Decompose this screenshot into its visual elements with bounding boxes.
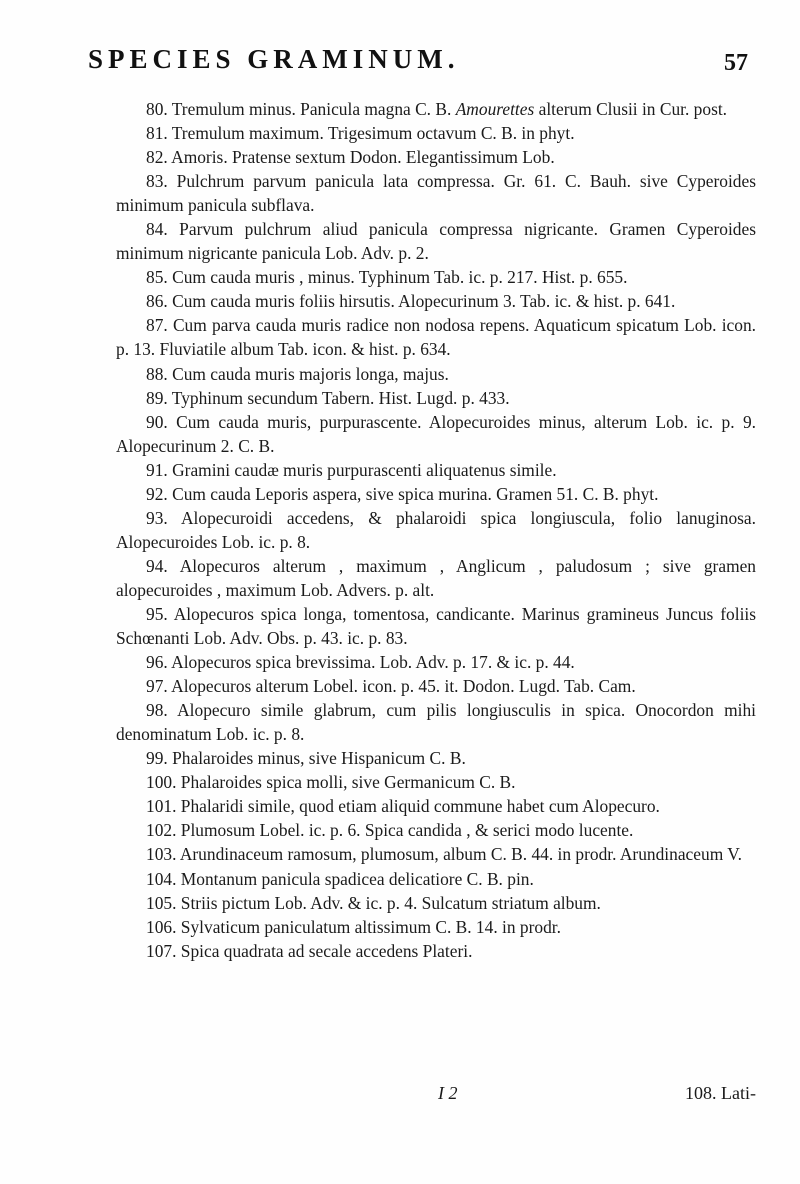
entry-number: 101. — [146, 796, 177, 817]
entry-text: Phalaroides minus, sive Hispanicum C. B. — [172, 748, 466, 769]
species-entry — [116, 770, 756, 794]
entry-text: Sylvaticum paniculatum altissimum C. B. 14. in prodr. — [180, 916, 561, 937]
species-entry — [116, 794, 756, 818]
entry-text: Cum parva cauda muris radice non nodosa repens. Aquaticum spicatum Lob. icon. p. 13. Fluviatile album Tab. icon. & hist. p. 634. — [116, 315, 756, 360]
entry-text: Arundinaceum ramosum, plumosum, album C. B. 44. in prodr. Arundinaceum V. — [179, 844, 742, 865]
entry-number: 81. — [146, 123, 168, 144]
species-entry — [116, 265, 756, 289]
entry-text: Cum cauda muris, purpurascente. Alopecuroides minus, alterum Lob. ic. p. 9. Alopecurinum 2. C. B. — [116, 411, 756, 456]
species-list — [116, 97, 756, 963]
entry-text: Phalaridi simile, quod etiam aliquid commune habet cum Alopecuro. — [180, 796, 660, 817]
entry-text: Alopecuro simile glabrum, cum pilis longiusculis in spica. Onocordon mihi denominatum Lob. ic. p. 8. — [116, 700, 757, 745]
entry-text: Montanum panicula spadicea delicatiore C. B. pin. — [180, 868, 534, 889]
species-entry — [116, 121, 756, 145]
entry-number: 103. — [146, 844, 177, 865]
entry-number: 95. — [146, 603, 168, 624]
species-entry — [116, 698, 756, 746]
species-entry — [116, 891, 756, 915]
species-entry — [116, 169, 756, 217]
entry-number: 106. — [146, 916, 177, 937]
entry-number: 102. — [146, 820, 177, 841]
entry-text: Alopecuros alterum , maximum , Anglicum , paludosum ; sive gramen alopecuroides , maximum Lob. Advers. p. alt. — [116, 555, 757, 600]
species-entry — [116, 217, 756, 265]
species-entry — [116, 482, 756, 506]
entry-number: 80. — [146, 99, 168, 119]
species-entry — [116, 746, 756, 770]
entry-text: Spica quadrata ad secale accedens Plateri. — [180, 940, 473, 961]
entry-number: 92. — [146, 483, 168, 504]
entry-text: Tremulum minus. Panicula magna C. B. — [171, 99, 456, 119]
species-entry — [116, 289, 756, 313]
species-entry — [116, 410, 756, 458]
entry-number: 86. — [146, 291, 168, 312]
species-entry — [116, 602, 756, 650]
species-entry — [116, 313, 756, 361]
entry-number: 84. — [146, 219, 168, 240]
species-entry — [116, 506, 756, 554]
entry-number: 88. — [146, 363, 168, 384]
entry-text: Alopecuros alterum Lobel. icon. p. 45. it. Dodon. Lugd. Tab. Cam. — [171, 676, 636, 697]
species-entry — [116, 145, 756, 169]
entry-text: Striis pictum Lob. Adv. & ic. p. 4. Sulcatum striatum album. — [180, 892, 601, 913]
entry-number: 89. — [146, 387, 168, 408]
entry-text: Cum cauda Leporis aspera, sive spica murina. Gramen 51. C. B. phyt. — [172, 483, 659, 504]
catchword: 108. Lati- — [685, 1083, 756, 1103]
entry-text: Tremulum maximum. Trigesimum octavum C. B. in phyt. — [171, 123, 575, 144]
entry-text: Alopecuros spica brevissima. Lob. Adv. p. 17. & ic. p. 44. — [171, 652, 575, 673]
species-entry — [116, 867, 756, 891]
page-number: 57 — [724, 50, 748, 76]
entry-number: 85. — [146, 267, 168, 288]
species-entry — [116, 939, 756, 963]
entry-number: 99. — [146, 748, 168, 769]
species-entry — [116, 650, 756, 674]
species-entry — [116, 915, 756, 939]
entry-number: 96. — [146, 652, 168, 673]
running-title: SPECIES GRAMINUM. — [88, 44, 460, 74]
entry-text: Amoris. Pratense sextum Dodon. Elegantissimum Lob. — [171, 147, 555, 168]
entry-number: 90. — [146, 411, 168, 432]
species-entry — [116, 97, 756, 121]
entry-text: Alopecuros spica longa, tomentosa, candicante. Marinus gramineus Juncus foliis Schœnanti Lob. Adv. Obs. p. 43. ic. p. 83. — [116, 603, 756, 649]
entry-text: alterum Clusii in Cur. post. — [534, 99, 728, 119]
entry-text: Cum cauda muris , minus. Typhinum Tab. ic. p. 217. Hist. p. 655. — [172, 267, 628, 288]
signature-mark: I 2 — [438, 1083, 458, 1103]
page-footer — [116, 1083, 756, 1111]
entry-text: Alopecuroidi accedens, & phalaroidi spica longiuscula, folio lanuginosa. Alopecuroides Lob. ic. p. 8. — [116, 507, 756, 552]
entry-number: 87. — [146, 315, 168, 336]
page-header — [88, 44, 748, 84]
entry-text: Gramini caudæ muris purpurascenti aliquatenus simile. — [172, 459, 557, 480]
species-entry — [116, 386, 756, 410]
entry-number: 98. — [146, 700, 168, 721]
entry-number: 105. — [146, 892, 177, 913]
entry-number: 104. — [146, 868, 177, 889]
species-entry — [116, 458, 756, 482]
entry-number: 100. — [146, 772, 177, 793]
entry-number: 94. — [146, 555, 168, 576]
species-entry — [116, 842, 756, 866]
species-entry — [116, 362, 756, 386]
entry-number: 82. — [146, 147, 168, 168]
entry-number: 93. — [146, 507, 168, 528]
species-entry — [116, 818, 756, 842]
entry-text: Cum cauda muris foliis hirsutis. Alopecurinum 3. Tab. ic. & hist. p. 641. — [172, 291, 676, 312]
entry-text: Phalaroides spica molli, sive Germanicum C. B. — [180, 772, 516, 793]
entry-text: Typhinum secundum Tabern. Hist. Lugd. p. 433. — [171, 387, 510, 408]
entry-text-italic: Amourettes — [455, 99, 535, 119]
species-entry — [116, 674, 756, 698]
entry-number: 97. — [146, 676, 168, 697]
entry-number: 83. — [146, 171, 168, 192]
entry-text: Parvum pulchrum aliud panicula compressa nigricante. Gramen Cyperoides minimum nigricante panicula Lob. Adv. p. 2. — [116, 219, 756, 264]
entry-text: Plumosum Lobel. ic. p. 6. Spica candida , & serici modo lucente. — [180, 820, 634, 841]
species-entry — [116, 554, 756, 602]
entry-text: Cum cauda muris majoris longa, majus. — [172, 363, 449, 384]
entry-text: Pulchrum parvum panicula lata compressa. Gr. 61. C. Bauh. sive Cyperoides minimum panicula subflava. — [116, 171, 756, 216]
entry-number: 91. — [146, 459, 168, 480]
entry-number: 107. — [146, 940, 177, 961]
